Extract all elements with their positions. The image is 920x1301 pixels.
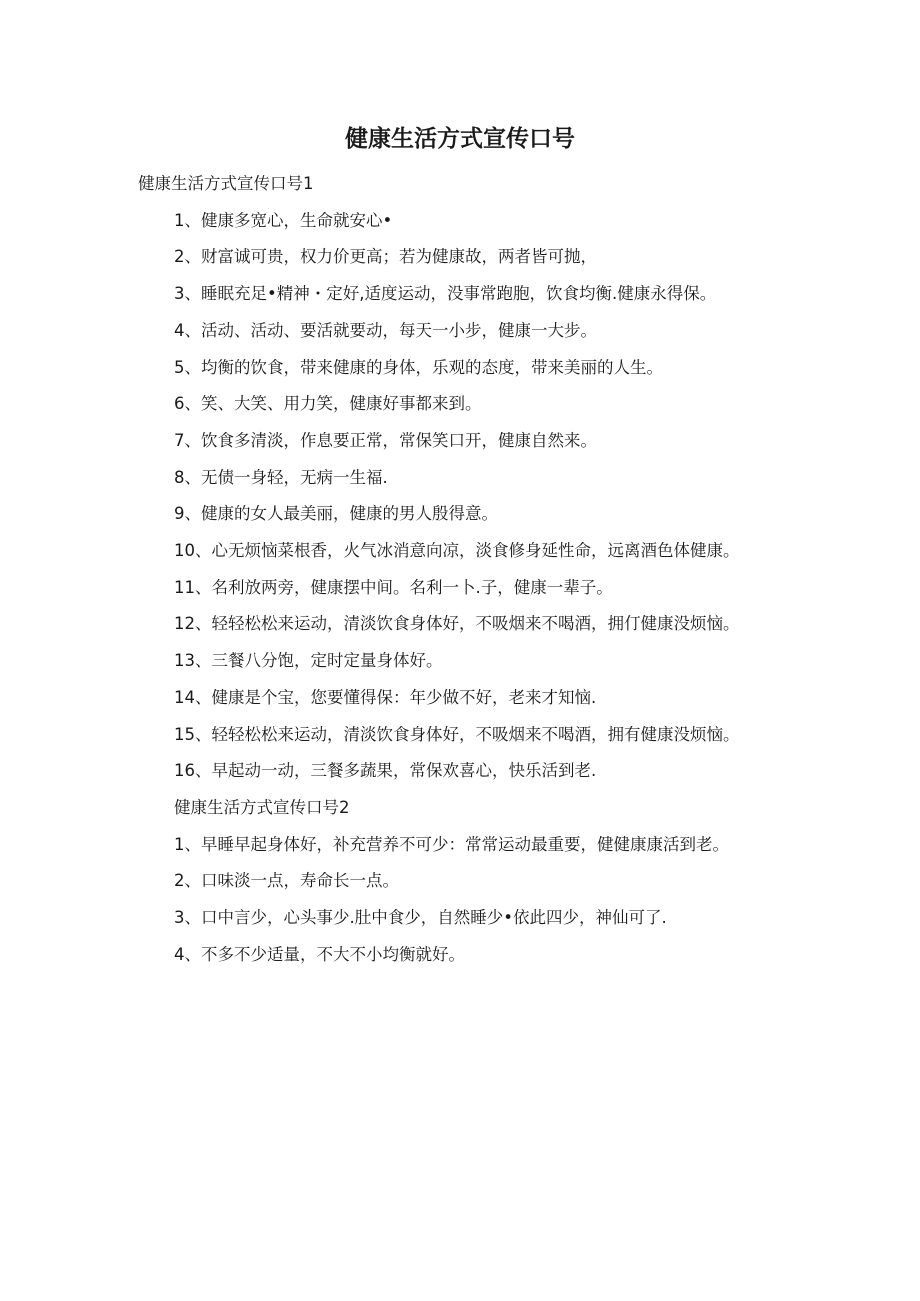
slogan-item: 7、饮食多清淡，作息要正常，常保笑口开，健康自然来。 [174,430,597,450]
slogan-item: 1、健康多宽心，生命就安心• [174,210,393,230]
slogan-item: 10、心无烦恼菜根香，火气冰消意向凉，淡食修身延性命，远离酒色体健康。 [174,541,740,561]
slogan-item: 1、早睡早起身体好，补充营养不可少：常常运动最重要，健健康康活到老。 [174,834,729,854]
document-body [138,166,770,973]
section-heading-1: 健康生活方式宣传口号1 [138,174,314,193]
slogan-item: 8、无债一身轻，无病一生福. [174,467,388,487]
slogan-item: 2、财富诚可贵，权力价更高；若为健康故，两者皆可抛， [174,247,597,267]
slogan-item: 2、口味淡一点，寿命长一点。 [174,871,399,891]
page-title: 健康生活方式宣传口号 [345,126,575,152]
slogan-item: 5、均衡的饮食，带来健康的身体，乐观的态度，带来美丽的人生。 [174,357,663,377]
slogan-item: 12、轻轻松松来运动，清淡饮食身体好，不吸烟来不喝酒，拥仃健康没烦恼。 [174,614,740,634]
slogan-item: 3、睡眠充足•精神・定好,适度运动，没事常跑胞，饮食均衡.健康永得保。 [174,284,717,304]
slogan-item: 16、早起动一动，三餐多蔬果，常保欢喜心，快乐活到老. [174,761,597,781]
slogan-item: 14、健康是个宝，您要懂得保：年少做不好，老来才知恼. [174,687,597,707]
slogan-item: 15、轻轻松松来运动，清淡饮食身体好，不吸烟来不喝酒，拥有健康没烦恼。 [174,724,740,744]
slogan-item: 4、不多不少适量，不大不小均衡就好。 [174,944,465,964]
slogan-item: 4、活动、活动、要活就要动，每天一小步，健康一大步。 [174,320,597,340]
section-heading-2: 健康生活方式宣传口号2 [174,797,350,817]
slogan-item: 3、口中言少，心头事少.肚中食少，自然睡少•依此四少，神仙可了. [174,908,667,928]
slogan-item: 13、三餐八分饱，定时定量身体好。 [174,651,443,671]
slogan-item: 9、健康的女人最美丽，健康的男人殷得意。 [174,504,498,524]
slogan-item: 6、笑、大笑、用力笑，健康好事都来到。 [174,394,482,414]
slogan-item: 11、名利放两旁，健康摆中间。名利一卜.子，健康一辈子。 [174,577,613,597]
